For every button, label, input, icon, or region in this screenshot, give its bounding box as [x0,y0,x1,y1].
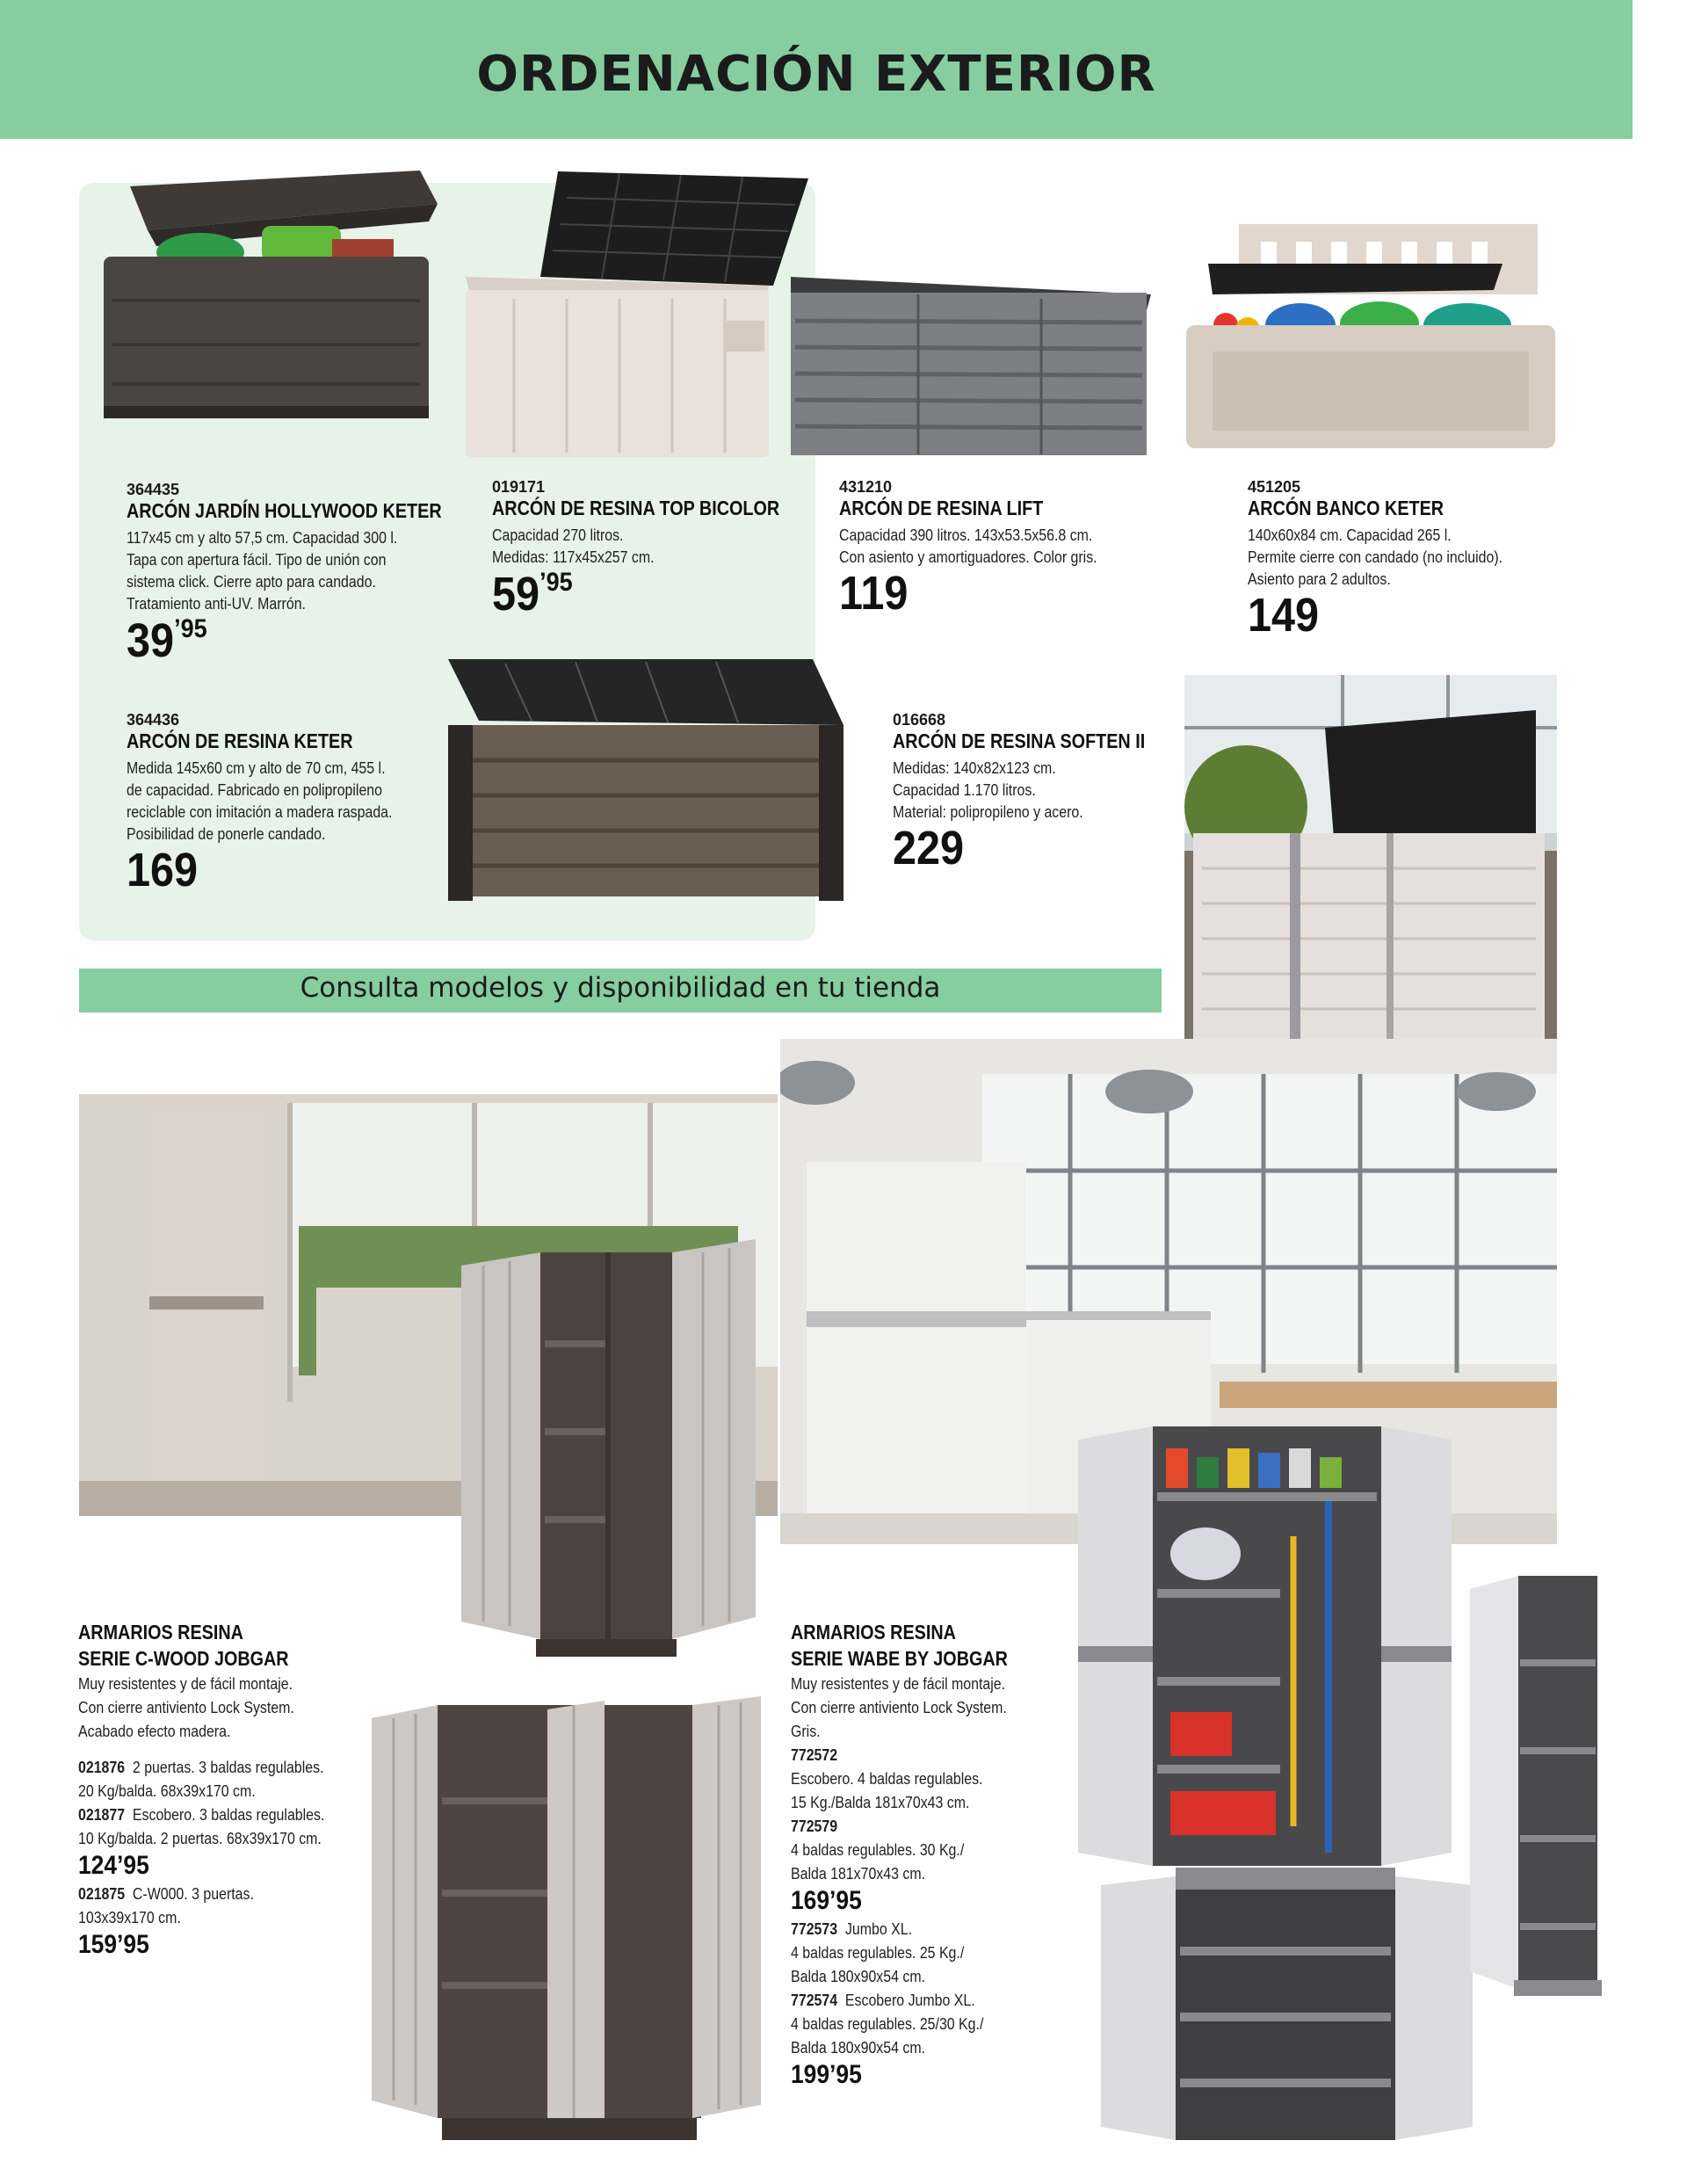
series-price: 124’95 [78,1851,149,1880]
series-price: 199’95 [791,2060,862,2089]
product-price: $39^{’95}$ [127,614,207,667]
product-price: $59^{’95}$ [492,568,573,620]
series-item-021877: 021877 Escobero. 3 baldas regulables. 10 Kg/balda. 2 puertas. 68x39x170 cm. [78,1805,325,1847]
product-451205 [1248,478,1544,642]
product-364436 [127,712,436,894]
banco-keter-image [1177,220,1564,466]
product-price: 149 [1248,589,1320,642]
series-item-021876: 021876 2 puertas. 3 baldas regulables. 20 Kg/balda. 68x39x170 cm. [78,1758,324,1800]
product-016668 [893,712,1186,872]
product-code: 016668 [893,711,946,729]
series-item-772573: 772573 Jumbo XL. 4 baldas regulables. 25 Kg./ Balda 180x90x54 cm. [791,1919,965,1985]
product-name: ARCÓN DE RESINA KETER [127,729,353,752]
product-description: Medida 145x60 cm y alto de 70 cm, 455 l. de capacidad. Fabricado en polipropileno reciclable con imitación a madera raspada. Posibilidad de ponerle candado. [127,758,393,843]
product-description: Capacidad 390 litros. 143x53.5x56.8 cm. Con asiento y amortiguadores. Color gris. [839,526,1097,566]
series-item-772574: 772574 Escobero Jumbo XL. 4 baldas regulables. 25/30 Kg./ Balda 180x90x54 cm. [791,1991,984,2057]
product-431210 [839,478,1139,620]
cwood-3door-cabinet-image [367,1692,764,2144]
wabe-escobero-image [1074,1422,1460,1870]
series-item-772579: 772579 4 baldas regulables. 30 Kg./ Balda 181x70x43 cm. [791,1817,965,1883]
wabe-jumbo-image [1097,1863,1476,2144]
series-price: 159’95 [78,1930,149,1959]
series-price: 169’95 [791,1886,862,1915]
product-name: ARCÓN DE RESINA SOFTEN II [893,729,1146,752]
product-description: 140x60x84 cm. Capacidad 265 l. Permite cierre con candado (no incluido). Asiento para 2 adultos. [1248,526,1503,588]
series-item-021875: 021875 C-W000. 3 puertas. 103x39x170 cm. [78,1884,254,1926]
product-description: Capacidad 270 litros. Medidas: 117x45x257 cm. [492,526,655,566]
series-item-772572: 772572 Escobero. 4 baldas regulables. 15 Kg./Balda 181x70x43 cm. [791,1745,983,1811]
wabe-narrow-cabinet-image [1466,1571,1604,1998]
product-code: 451205 [1248,478,1301,496]
series-title: ARMARIOS RESINA SERIE C-WOOD JOBGAR [78,1621,289,1670]
product-name: ARCÓN BANCO KETER [1248,497,1444,519]
product-price: 169 [127,844,199,896]
product-price: 119 [839,567,909,620]
hollywood-box-image [95,169,446,432]
product-name: ARCÓN DE RESINA LIFT [839,497,1044,519]
store-banner-text: Consulta modelos y disponibilidad en tu tienda [300,972,941,1004]
product-code: 364435 [127,481,180,498]
series-description: Muy resistentes y de fácil montaje. Con cierre antiviento Lock System. Acabado efecto madera. [78,1674,294,1740]
product-364435 [127,481,493,667]
series-cwood [78,1619,365,1961]
product-description: Medidas: 140x82x123 cm. Capacidad 1.170 litros. Material: polipropileno y acero. [893,758,1083,821]
soften-shed-image [1184,675,1557,1063]
keter-wood-box-image [444,659,848,905]
series-description: Muy resistentes y de fácil montaje. Con cierre antiviento Lock System. Gris. [791,1674,1007,1740]
product-price: 229 [893,822,965,874]
series-title: ARMARIOS RESINA SERIE WABE BY JOBGAR [791,1621,1008,1670]
product-019171 [492,479,826,618]
page-title: ORDENACIÓN EXTERIOR [476,46,1156,103]
product-description: 117x45 cm y alto 57,5 cm. Capacidad 300 l. Tapa con apertura fácil. Tipo de unión con sistema click. Cierre apto para candado. Tratamiento anti-UV. Marrón. [127,528,398,613]
product-name: ARCÓN DE RESINA TOP BICOLOR [492,497,780,519]
top-bicolor-box-image [461,171,813,470]
series-wabe [791,1619,1043,2091]
product-name: ARCÓN JARDÍN HOLLYWOOD KETER [127,499,442,522]
cwood-cabinet-open-image [457,1226,760,1661]
product-code: 364436 [127,711,180,729]
product-code: 019171 [492,478,546,496]
lift-box-image [786,268,1155,461]
product-code: 431210 [839,478,893,496]
